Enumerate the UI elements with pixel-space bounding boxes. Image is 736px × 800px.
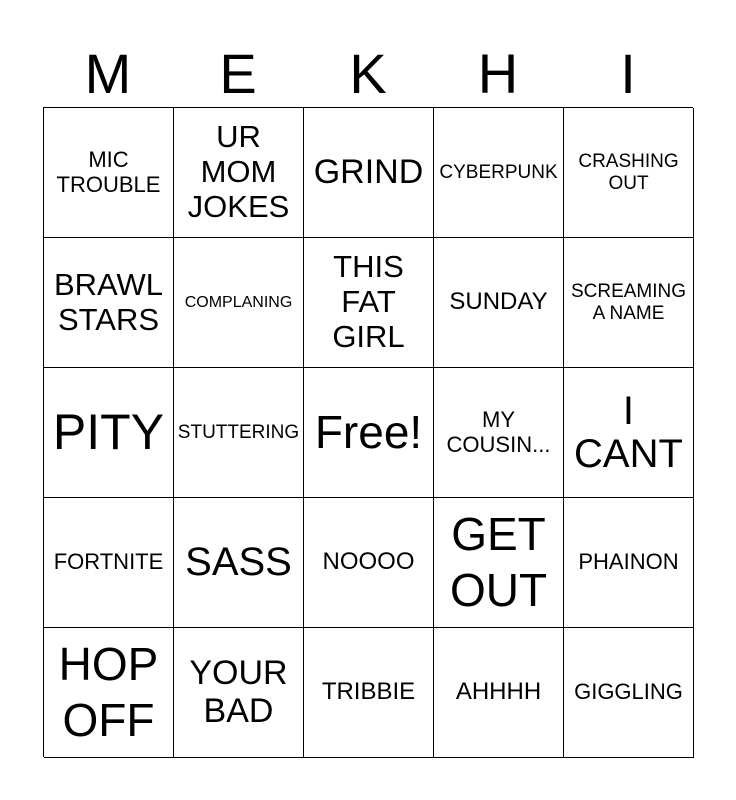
bingo-cell[interactable]: NOOOO	[304, 498, 434, 628]
bingo-cell[interactable]: SASS	[174, 498, 304, 628]
bingo-cell[interactable]: AHHHH	[434, 628, 564, 758]
header-letter-e: E	[219, 42, 257, 105]
header-letter-h: H	[477, 42, 519, 105]
free-space-cell[interactable]: Free!	[304, 368, 434, 498]
header-letter-i: I	[620, 42, 636, 105]
header-letter-m: M	[84, 42, 132, 105]
bingo-cell[interactable]: STUTTERING	[174, 368, 304, 498]
bingo-cell[interactable]: COMPLANING	[174, 238, 304, 368]
bingo-cell[interactable]: BRAWL STARS	[44, 238, 174, 368]
bingo-cell[interactable]: I CANT	[564, 368, 694, 498]
bingo-cell[interactable]: CRASHING OUT	[564, 108, 694, 238]
bingo-cell[interactable]: SCREAMING A NAME	[564, 238, 694, 368]
bingo-cell[interactable]: UR MOM JOKES	[174, 108, 304, 238]
header-letter-k: K	[349, 42, 387, 105]
bingo-cell[interactable]: GET OUT	[434, 498, 564, 628]
bingo-cell[interactable]: MIC TROUBLE	[44, 108, 174, 238]
bingo-cell[interactable]: PHAINON	[564, 498, 694, 628]
bingo-cell[interactable]: GIGGLING	[564, 628, 694, 758]
bingo-cell[interactable]: YOUR BAD	[174, 628, 304, 758]
bingo-header	[43, 40, 693, 108]
bingo-board	[43, 107, 693, 757]
bingo-cell[interactable]: THIS FAT GIRL	[304, 238, 434, 368]
bingo-cell[interactable]: SUNDAY	[434, 238, 564, 368]
bingo-cell[interactable]: PITY	[44, 368, 174, 498]
bingo-cell[interactable]: GRIND	[304, 108, 434, 238]
bingo-cell[interactable]: TRIBBIE	[304, 628, 434, 758]
bingo-cell[interactable]: CYBERPUNK	[434, 108, 564, 238]
bingo-cell[interactable]: MY COUSIN...	[434, 368, 564, 498]
bingo-cell[interactable]: FORTNITE	[44, 498, 174, 628]
bingo-cell[interactable]: HOP OFF	[44, 628, 174, 758]
